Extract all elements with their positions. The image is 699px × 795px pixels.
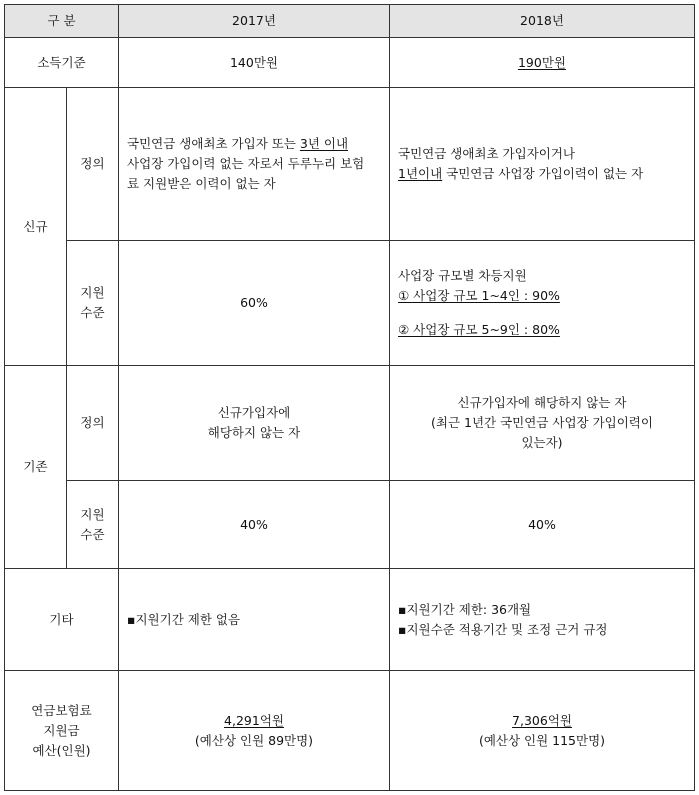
comparison-table bbox=[4, 4, 695, 791]
etc-label: 기타 bbox=[5, 569, 119, 671]
income-label: 소득기준 bbox=[5, 38, 119, 88]
budget-label bbox=[5, 671, 119, 791]
new-def-2017-line3: 료 지원받은 이력이 없는 자 bbox=[127, 176, 276, 191]
existing-def-2017-line2: 해당하지 않는 자 bbox=[207, 425, 301, 440]
existing-def-2018-line3: 있는자) bbox=[521, 435, 563, 450]
new-def-2018-line1: 국민연금 생애최초 가입자이거나 bbox=[398, 146, 575, 161]
new-definition-label: 정의 bbox=[67, 88, 119, 241]
existing-support-2017: 40% bbox=[119, 481, 390, 569]
existing-support-label-2: 수준 bbox=[80, 526, 105, 542]
new-definition-row bbox=[5, 88, 695, 241]
existing-support-label-1: 지원 bbox=[80, 506, 105, 522]
existing-definition-row bbox=[5, 366, 695, 481]
new-label: 신규 bbox=[5, 88, 67, 366]
header-2018: 2018년 bbox=[390, 5, 695, 38]
existing-definition-label: 정의 bbox=[67, 366, 119, 481]
existing-support-row bbox=[5, 481, 695, 569]
existing-def-2017-line1: 신규가입자에 bbox=[217, 405, 291, 420]
existing-support-2018: 40% bbox=[390, 481, 695, 569]
new-def-2018-underlined: 1년이내 bbox=[398, 166, 443, 181]
income-row bbox=[5, 38, 695, 88]
header-2017: 2017년 bbox=[119, 5, 390, 38]
spacer bbox=[398, 306, 686, 320]
budget-row bbox=[5, 671, 695, 791]
etc-2018 bbox=[390, 569, 695, 671]
budget-label-2: 지원금 bbox=[43, 722, 80, 738]
budget-2018-people: (예산상 인원 115만명) bbox=[478, 732, 606, 748]
new-support-label-1: 지원 bbox=[80, 285, 105, 300]
etc-2017: ▪지원기간 제한 없음 bbox=[119, 569, 390, 671]
new-support-2018-line2: ① 사업장 규모 1~4인 : 90% bbox=[398, 288, 560, 303]
existing-definition-2017 bbox=[119, 366, 390, 481]
new-def-2017-line2: 사업장 가입이력 없는 자로서 두루누리 보험 bbox=[127, 156, 365, 171]
etc-2018-line1: ▪지원기간 제한: 36개월 bbox=[398, 601, 532, 617]
existing-def-2018-line1: 신규가입자에 해당하지 않는 자 bbox=[457, 395, 627, 410]
budget-2018-amount: 7,306억원 bbox=[512, 712, 572, 728]
existing-support-label bbox=[67, 481, 119, 569]
etc-2018-line2: ▪지원수준 적용기간 및 조정 근거 규정 bbox=[398, 621, 608, 637]
income-2017: 140만원 bbox=[119, 38, 390, 88]
budget-2017-amount: 4,291억원 bbox=[224, 712, 284, 728]
new-support-2018-line1: 사업장 규모별 차등지원 bbox=[398, 268, 527, 283]
new-definition-2018 bbox=[390, 88, 695, 241]
budget-2017 bbox=[119, 671, 390, 791]
new-support-label-2: 수준 bbox=[80, 305, 105, 320]
new-support-label bbox=[67, 241, 119, 366]
budget-2018 bbox=[390, 671, 695, 791]
new-definition-2017 bbox=[119, 88, 390, 241]
new-support-row bbox=[5, 241, 695, 366]
existing-def-2018-line2: (최근 1년간 국민연금 사업장 가입이력이 bbox=[431, 415, 653, 430]
new-def-2017-text1: 국민연금 생애최초 가입자 또는 bbox=[127, 136, 300, 151]
new-support-2017: 60% bbox=[119, 241, 390, 366]
budget-2017-people: (예산상 인원 89만명) bbox=[194, 732, 314, 748]
header-row bbox=[5, 5, 695, 38]
existing-label: 기존 bbox=[5, 366, 67, 569]
new-def-2018-line2 bbox=[398, 164, 686, 184]
income-2018-value: 190만원 bbox=[517, 54, 566, 70]
etc-row bbox=[5, 569, 695, 671]
new-def-2017-underlined: 3년 이내 bbox=[299, 136, 349, 151]
income-2018 bbox=[390, 38, 695, 88]
new-def-2018-text2: 국민연금 사업장 가입이력이 없는 자 bbox=[442, 166, 644, 181]
existing-definition-2018 bbox=[390, 366, 695, 481]
new-def-2017-line1 bbox=[127, 134, 381, 154]
budget-label-3: 예산(인원) bbox=[32, 742, 91, 758]
new-support-2018 bbox=[390, 241, 695, 366]
new-support-2018-line3: ② 사업장 규모 5~9인 : 80% bbox=[398, 322, 560, 337]
budget-label-1: 연금보험료 bbox=[31, 702, 92, 718]
header-category: 구 분 bbox=[5, 5, 119, 38]
